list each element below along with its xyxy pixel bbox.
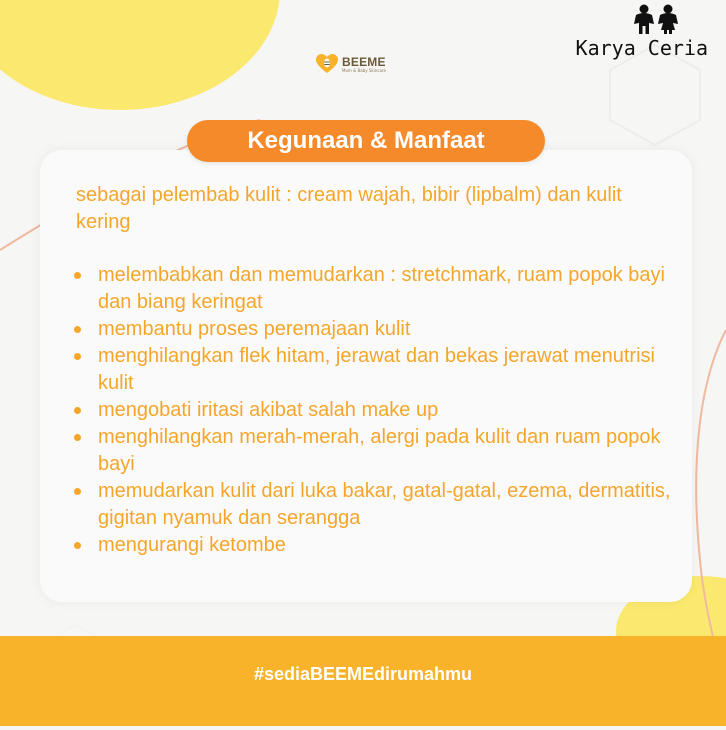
watermark-text: Karya Ceria	[575, 36, 708, 60]
list-item	[72, 343, 672, 397]
benefit-text: melembabkan dan memudarkan : stretchmark, ruam popok bayi dan biang keringat	[98, 264, 665, 313]
benefit-text: memudarkan kulit dari luka bakar, gatal-gatal, ezema, dermatitis, gigitan nyamuk dan serangga	[98, 480, 671, 529]
benefit-text: menghilangkan flek hitam, jerawat dan bekas jerawat menutrisi kulit	[98, 345, 655, 394]
benefit-text: mengurangi ketombe	[98, 534, 286, 556]
benefit-text: membantu proses peremajaan kulit	[98, 318, 411, 340]
brand-tagline: Mom & Baby Skincare	[342, 67, 386, 73]
bullet-icon	[74, 434, 81, 441]
heart-bee-icon	[316, 54, 338, 74]
list-item	[72, 316, 672, 343]
benefits-list	[72, 262, 672, 559]
list-item	[72, 397, 672, 424]
bullet-icon	[74, 353, 81, 360]
kids-icon	[632, 4, 680, 34]
bullet-icon	[74, 272, 81, 279]
list-item	[72, 532, 672, 559]
page-title: Kegunaan & Manfaat	[187, 120, 545, 162]
benefit-text: mengobati iritasi akibat salah make up	[98, 399, 439, 421]
intro-text: sebagai pelembab kulit : cream wajah, bibir (lipbalm) dan kulit kering	[76, 184, 622, 233]
list-item	[72, 424, 672, 478]
brand-logo	[316, 54, 386, 74]
bullet-icon	[74, 326, 81, 333]
list-item	[72, 478, 672, 532]
benefit-text: menghilangkan merah-merah, alergi pada kulit dan ruam popok bayi	[98, 426, 661, 475]
bullet-icon	[74, 488, 81, 495]
bullet-icon	[74, 407, 81, 414]
watermark-logo	[576, 4, 708, 60]
brand-name: BEEME	[342, 54, 386, 69]
hashtag-text: #sediaBEEMEdirumahmu	[253, 664, 473, 684]
bullet-icon	[74, 542, 81, 549]
list-item	[72, 262, 672, 316]
